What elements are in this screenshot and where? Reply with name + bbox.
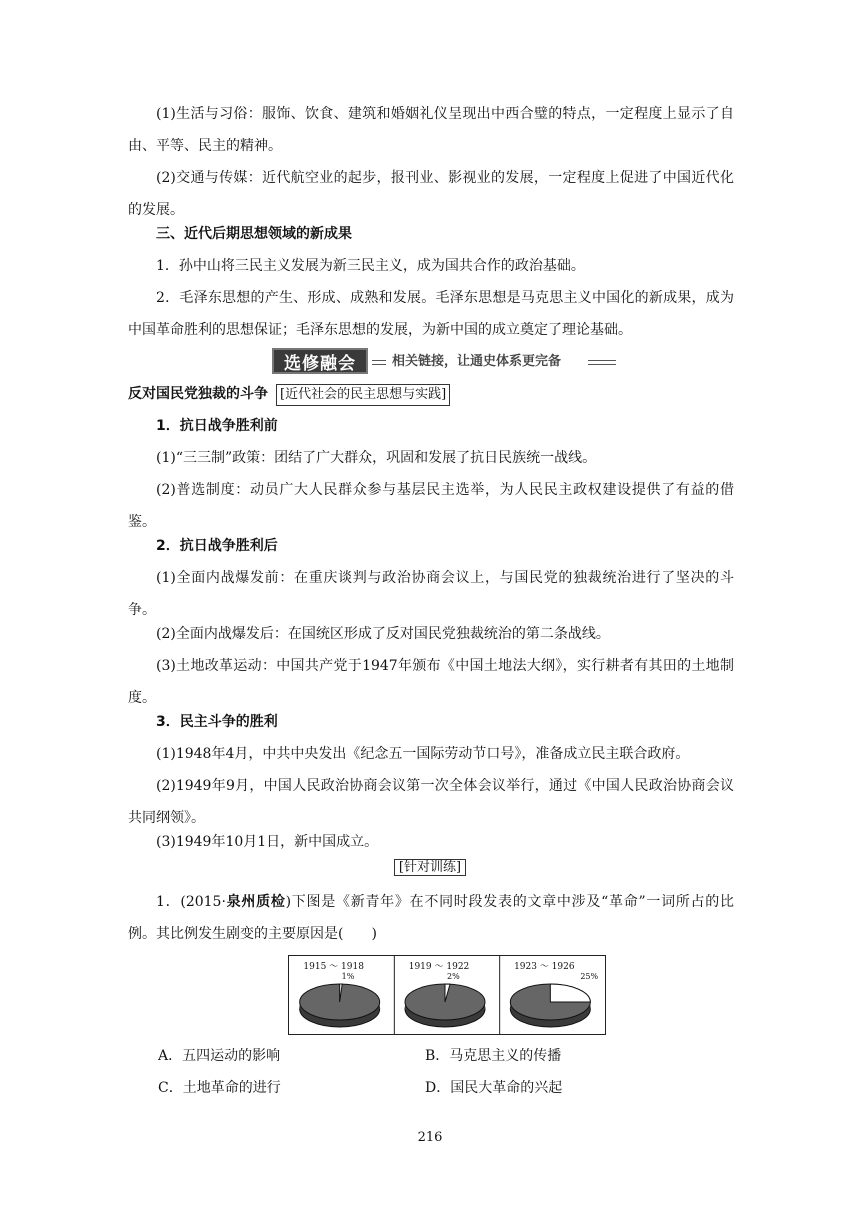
- pie-title: 1915 ～ 1918: [303, 962, 364, 972]
- banner-label: 选修融会: [272, 348, 368, 374]
- paragraph-sun-yatsen: 1．孙中山将三民主义发展为新三民主义，成为国共合作的政治基础。: [156, 258, 585, 274]
- option-c: C．土地革命的进行: [158, 1080, 281, 1096]
- banner-subtitle: 相关链接，让通史体系更完备: [392, 354, 562, 369]
- question-body: )下图是《新青年》在不同时段发表的文章中涉及“革命”一词所占的比例。其比例发生剧变的主要原因是( ): [128, 894, 735, 942]
- section-banner: [272, 348, 618, 374]
- pie-title: 1919 ～ 1922: [408, 962, 470, 972]
- paragraph-mao-thought: 2．毛泽东思想的产生、形成、成熟和发展。毛泽东思想是马克思主义中国化的新成果，成为中国革命胜利的思想保证；毛泽东思想的发展，为新中国的成立奠定了理论基础。: [128, 290, 734, 338]
- list-item: (1)全面内战爆发前：在重庆谈判与政治协商会议上，与国民党的独裁统治进行了坚决的斗争。: [128, 570, 734, 618]
- question-prefix: 1．(2015·: [156, 894, 226, 910]
- question-text: [128, 886, 734, 950]
- subsection-heading-1: 1．抗日战争胜利前: [156, 418, 278, 434]
- subsection-heading-3: 3．民主斗争的胜利: [156, 714, 278, 730]
- option-a: A．五四运动的影响: [158, 1048, 281, 1064]
- list-item: (1)“三三制”政策：团结了广大群众，巩固和发展了抗日民族统一战线。: [156, 450, 597, 466]
- list-item: (2)1949年9月，中国人民政治协商会议第一次全体会议举行，通过《中国人民政治协商会议共同纲领》。: [128, 778, 734, 826]
- practice-tag-line: [0, 856, 860, 879]
- subsection-heading-2: 2．抗日战争胜利后: [156, 538, 278, 554]
- topic-line: [128, 378, 734, 410]
- pie-charts-svg: [289, 956, 605, 1034]
- pie-value-label: 25%: [580, 972, 599, 981]
- pie-title: 1923 ～ 1926: [514, 962, 575, 972]
- list-item: (1)1948年4月，中共中央发出《纪念五一国际劳动节口号》，准备成立民主联合政府。: [156, 746, 690, 762]
- pie-value-label: 1%: [341, 972, 355, 981]
- paragraph-transport-media: (2)交通与传媒：近代航空业的起步，报刊业、影视业的发展，一定程度上促进了中国近代化的发展。: [128, 170, 734, 218]
- list-item: (2)全面内战爆发后：在国统区形成了反对国民党独裁统治的第二条战线。: [156, 626, 610, 642]
- list-item: (3)1949年10月1日，新中国成立。: [156, 834, 379, 850]
- section-heading: 三、近代后期思想领域的新成果: [156, 226, 352, 242]
- paragraph-life-customs: (1)生活与习俗：服饰、饮食、建筑和婚姻礼仪呈现出中西合璧的特点，一定程度上显示了自由、平等、民主的精神。: [128, 106, 734, 154]
- question-source: 泉州质检: [225, 894, 286, 910]
- pie-value-label: 2%: [447, 972, 460, 981]
- practice-tag: [针对训练]: [394, 859, 466, 876]
- page-number: 216: [417, 1130, 443, 1145]
- list-item: (2)普选制度：动员广大人民群众参与基层民主选举，为人民民主政权建设提供了有益的借鉴。: [128, 482, 734, 530]
- topic-tag: [近代社会的民主思想与实践]: [276, 384, 450, 406]
- pie-slice-share: [550, 984, 590, 1002]
- list-item: (3)土地改革运动：中国共产党于1947年颁布《中国土地法大纲》，实行耕者有其田的土地制度。: [128, 658, 734, 706]
- banner-rule-right: [588, 360, 616, 365]
- option-b: B．马克思主义的传播: [425, 1048, 562, 1064]
- option-d: D．国民大革命的兴起: [425, 1080, 563, 1096]
- topic-title: 反对国民党独裁的斗争: [128, 386, 268, 402]
- pie-chart-figure: [288, 955, 606, 1035]
- banner-rule-left: [372, 360, 386, 365]
